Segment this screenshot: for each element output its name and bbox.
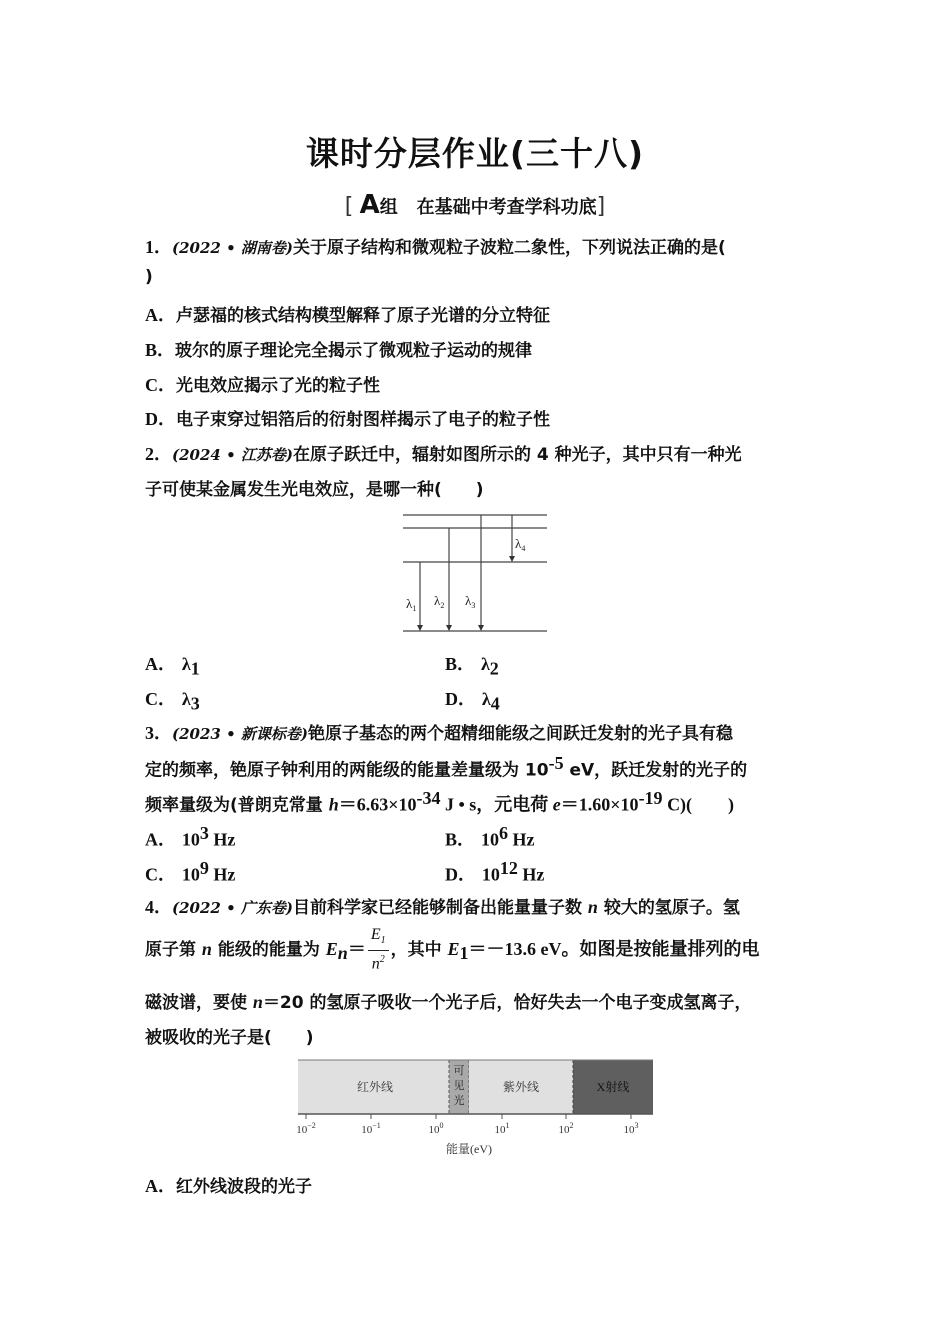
band-label-infrared: 红外线 [356, 1080, 394, 1094]
x-axis-label: 能量(eV) [446, 1142, 492, 1156]
svg-text:光: 光 [453, 1095, 465, 1107]
bracket-right: ] [596, 194, 606, 219]
option-a[interactable]: A．卢瑟福的核式结构模型解释了原子光谱的分立特征 [145, 305, 550, 326]
option-d[interactable]: D． $10^{12}$ Hz [445, 858, 545, 885]
em-spectrum-chart [292, 1056, 658, 1160]
option-c[interactable]: C． $\lambda_3$ [145, 689, 200, 714]
question-stem-cont: 原子第 n 能级的能量为 $E_n=$ $\frac{E_1}{n^2}$ ，其中 $E_1=-13.6$ eV。如图是按能量排列的电 [145, 926, 760, 973]
group-letter: A [359, 190, 380, 220]
question-stem-cont: ) [145, 267, 153, 287]
energy-level-diagram [395, 508, 555, 638]
label-lambda1: $\lambda_1$ [406, 596, 417, 613]
question-stem-cont: 子可使某金属发生光电效应，是哪一种( ) [145, 480, 484, 500]
svg-text:10−1: $10^{-1}$ [361, 1121, 381, 1136]
bracket-left: [ [344, 194, 354, 219]
option-b[interactable]: B． $10^6$ Hz [445, 823, 535, 850]
question-source: (2022 • 湖南卷) [172, 239, 293, 257]
option-c[interactable]: C．光电效应揭示了光的粒子性 [145, 375, 380, 396]
question-stem-cont: 频率量级为(普朗克常量 $h=6.63\times 10^{-34}$ J • s，元电荷 $e=1.60\times 10^{-19}$ C)( ) [145, 788, 735, 816]
question-source: (2023 • 新课标卷) [172, 725, 308, 743]
option-d[interactable]: D．电子束穿过铝箔后的衍射图样揭示了电子的粒子性 [145, 409, 550, 430]
question-source: (2022 • 广东卷) [172, 899, 293, 917]
question-stem: 2．(2024 • 江苏卷)在原子跃迁中，辐射如图所示的 4 种光子，其中只有一种光 [145, 444, 742, 465]
question-stem-cont: 定的频率，铯原子钟利用的两能级的能量差量级为 $10^{-5}$ eV，跃迁发射的光子的 [145, 753, 748, 781]
group-subtitle: 在基础中考查学科功底 [416, 197, 597, 218]
question-stem: 1．(2022 • 湖南卷)关于原子结构和微观粒子波粒二象性，下列说法正确的是( [145, 237, 726, 258]
svg-text:103: $10^3$ [623, 1121, 639, 1136]
svg-text:见: 见 [453, 1080, 465, 1092]
svg-text:101: $10^1$ [494, 1121, 510, 1136]
tick-label: $10^{-2}$ [296, 1121, 316, 1136]
band-label-xray: X射线 [596, 1080, 630, 1094]
label-lambda3: $\lambda_3$ [465, 593, 476, 610]
question-stem: 3．(2023 • 新课标卷)铯原子基态的两个超精细能级之间跃迁发射的光子具有稳 [145, 723, 733, 744]
option-b[interactable]: B． $\lambda_2$ [445, 654, 499, 679]
band-label-ultraviolet: 紫外线 [502, 1080, 540, 1094]
question-stem-cont: 磁波谱，要使 n＝20 的氢原子吸收一个光子后，恰好失去一个电子变成氢离子， [145, 992, 752, 1013]
option-a[interactable]: A．红外线波段的光子 [145, 1176, 312, 1197]
question-stem: 4．(2022 • 广东卷)目前科学家已经能够制备出能量量子数 n 较大的氢原子。氢 [145, 897, 740, 918]
label-lambda4: $\lambda_4$ [515, 536, 526, 553]
group-label: 组 [379, 197, 398, 218]
question-source: (2024 • 江苏卷) [172, 446, 293, 464]
svg-text:102: $10^2$ [558, 1121, 574, 1136]
svg-text:可: 可 [453, 1065, 465, 1077]
option-a[interactable]: A． $\lambda_1$ [145, 654, 200, 679]
question-stem-cont: 被吸收的光子是( ) [145, 1028, 314, 1048]
option-d[interactable]: D． $\lambda_4$ [445, 689, 500, 714]
option-a[interactable]: A． $10^3$ Hz [145, 823, 236, 850]
page-title: 课时分层作业(三十八) [305, 134, 645, 173]
group-heading [0, 190, 950, 220]
svg-text:100: $10^0$ [428, 1121, 444, 1136]
option-c[interactable]: C． $10^9$ Hz [145, 858, 236, 885]
fraction-e1-over-n2: $\frac{E_1}{n^2}$ [368, 926, 389, 974]
label-lambda2: $\lambda_2$ [434, 593, 445, 610]
option-b[interactable]: B．玻尔的原子理论完全揭示了微观粒子运动的规律 [145, 340, 533, 361]
